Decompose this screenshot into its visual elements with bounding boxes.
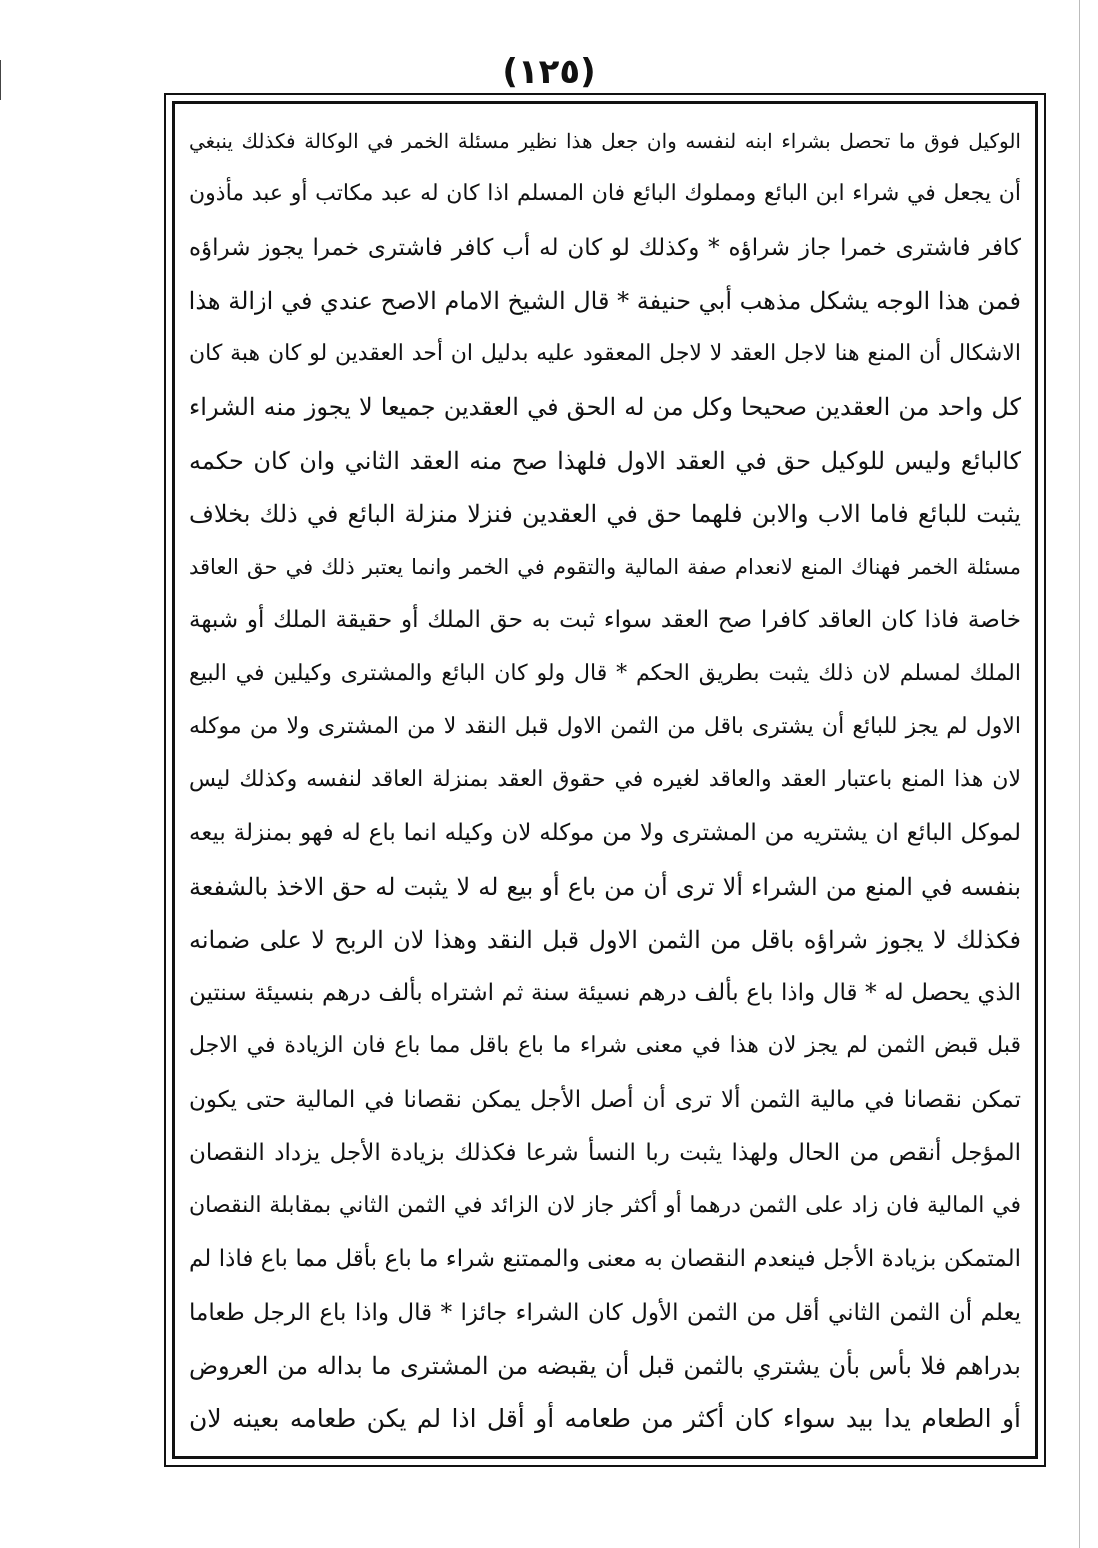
text-line: تمكن نقصانا في مالية الثمن ألا ترى أن أصل الأجل يمكن نقصانا في المالية حتى يكون xyxy=(189,1086,1021,1113)
scan-edge xyxy=(1079,0,1080,1548)
text-line: لموكل البائع ان يشتريه من المشترى ولا من موكله لان وكيله انما باع له فهو بمنزلة بيعه xyxy=(189,820,1021,847)
text-line: المؤجل أنقص من الحال ولهذا يثبت ربا النسأ شرعا فكذلك بزيادة الأجل يزداد النقصان xyxy=(189,1139,1021,1166)
text-line: بنفسه في المنع من الشراء ألا ترى أن من باع أو بيع له لا يثبت له حق الاخذ بالشفعة xyxy=(189,872,1021,901)
page-number: (١٢٥) xyxy=(502,52,596,92)
text-line: يعلم أن الثمن الثاني أقل من الثمن الأول كان الشراء جائزا * قال واذا باع الرجل طعاما xyxy=(189,1299,1021,1326)
text-line: كالبائع وليس للوكيل حق في العقد الاول فلهذا صح منه العقد الثاني وان كان حكمه xyxy=(189,446,1021,475)
text-line: الذي يحصل له * قال واذا باع بألف درهم نسيئة سنة ثم اشتراه بألف درهم بنسيئة سنتين xyxy=(189,980,1021,1006)
text-line: قبل قبض الثمن لم يجز لان هذا في معنى شراء ما باع باقل مما باع فان الزيادة في الاجل xyxy=(189,1033,1021,1059)
text-line: في المالية فان زاد على الثمن درهما أو أكثر جاز لان الزائد في الثمن الثاني بمقابلة النقصان xyxy=(189,1193,1021,1218)
page-frame-inner xyxy=(172,101,1038,1459)
text-line: الوكيل فوق ما تحصل بشراء ابنه لنفسه وان جعل هذا نظير مسئلة الخمر في الوكالة فكذلك ينبغي xyxy=(189,129,1021,153)
text-line: كل واحد من العقدين صحيحا وكل من له الحق في العقدين جميعا لا يجوز منه الشراء xyxy=(189,393,1021,422)
text-line: كافر فاشترى خمرا جاز شراؤه * وكذلك لو كان له أب كافر فاشترى خمرا يجوز شراؤه xyxy=(189,234,1021,261)
text-line: خاصة فاذا كان العاقد كافرا صح العقد سواء ثبت به حق الملك أو حقيقة الملك أو شبهة xyxy=(189,607,1021,634)
text-line: المتمكن بزيادة الأجل فينعدم النقصان به معنى والممتنع شراء ما باع بأقل مما باع فاذا لم xyxy=(189,1246,1021,1273)
text-line: الاشكال أن المنع هنا لاجل العقد لا لاجل المعقود عليه بدليل ان أحد العقدين لو كان هبة كان xyxy=(189,341,1021,366)
text-line: الاول لم يجز للبائع أن يشترى باقل من الثمن الاول قبل النقد لا من المشترى ولا من موكله xyxy=(189,713,1021,739)
text-line: يثبت للبائع فاما الاب والابن فلهما حق في العقدين فنزلا منزلة البائع في ذلك بخلاف xyxy=(189,499,1021,528)
text-line: أو الطعام يدا بيد سواء كان أكثر من طعامه أو أقل اذا لم يكن طعامه بعينه لان xyxy=(189,1404,1021,1433)
text-body xyxy=(189,116,1021,1444)
text-line: مسئلة الخمر فهناك المنع لانعدام صفة المالية والتقوم في الخمر وانما يعتبر ذلك في حق العاقد xyxy=(189,555,1021,579)
page-frame xyxy=(164,93,1046,1467)
text-line: فكذلك لا يجوز شراؤه باقل من الثمن الاول قبل النقد وهذا لان الربح لا على ضمانه xyxy=(189,925,1021,954)
text-line: فمن هذا الوجه يشكل مذهب أبي حنيفة * قال الشيخ الامام الاصح عندي في ازالة هذا xyxy=(189,286,1021,315)
text-line: الملك لمسلم لان ذلك يثبت بطريق الحكم * قال ولو كان البائع والمشترى وكيلين في البيع xyxy=(189,660,1021,686)
text-line: بدراهم فلا بأس بأن يشتري بالثمن قبل أن يقبضه من المشترى ما بداله من العروض xyxy=(189,1351,1021,1380)
text-line: لان هذا المنع باعتبار العقد والعاقد لغيره في حقوق العقد بمنزلة العاقد لنفسه وكذلك ليس xyxy=(189,767,1021,792)
text-line: أن يجعل في شراء ابن البائع ومملوك البائع فان المسلم اذا كان له عبد مكاتب أو عبد مأذون xyxy=(189,181,1021,207)
